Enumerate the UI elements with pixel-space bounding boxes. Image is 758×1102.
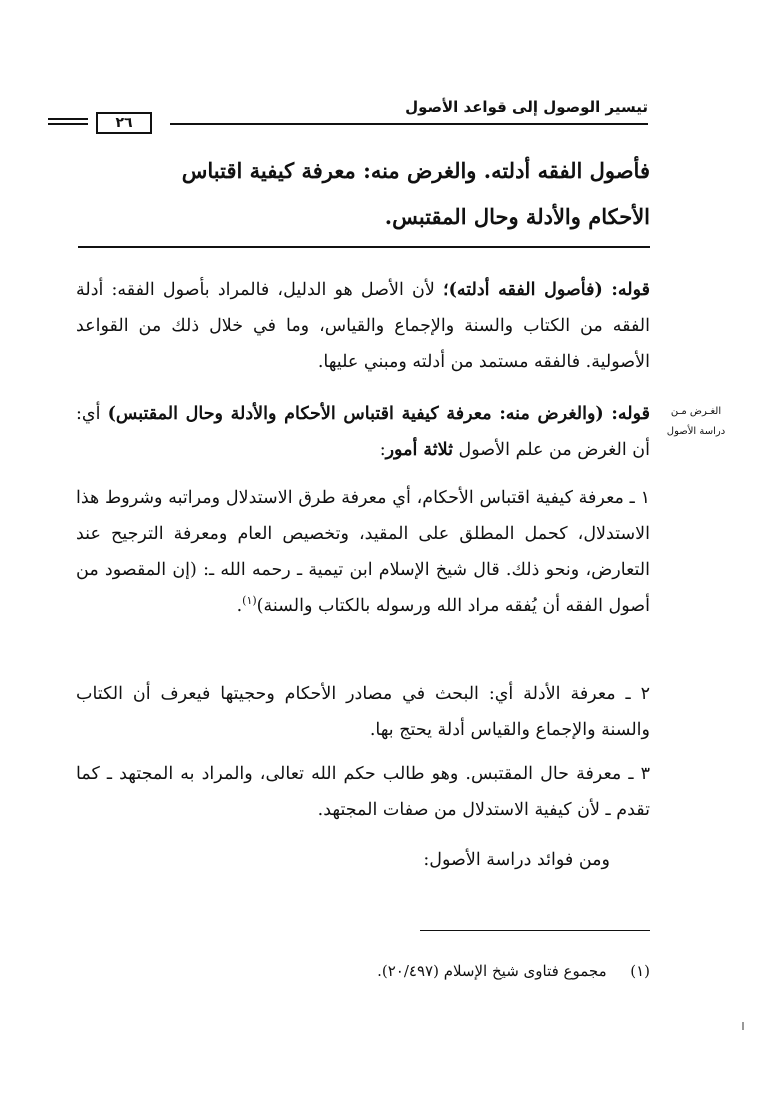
matn-divider bbox=[78, 246, 650, 248]
footnote-text: مجموع فتاوى شيخ الإسلام (٢٠/٤٩٧). bbox=[377, 962, 607, 980]
scan-mark bbox=[742, 1022, 744, 1030]
footnote-divider bbox=[420, 930, 650, 931]
paragraph-text: لأن الأصل هو الدليل، فالمراد بأصول الفقه: أدلة الفقه من الكتاب والسنة والإجماع والقياس، وما في خلال ذلك من القواعد الأصولية. فالفقه مستمد من أدلته ومبني عليها. bbox=[76, 280, 650, 372]
footnote-number: (١) bbox=[630, 962, 650, 980]
header-ornament-bars bbox=[48, 118, 88, 128]
running-header bbox=[78, 96, 648, 136]
header-rule bbox=[170, 123, 648, 125]
footnote-reference[interactable]: (١) bbox=[242, 594, 257, 608]
header-title: تيسير الوصول إلى قواعد الأصول bbox=[405, 98, 648, 116]
list-item-text: ٣ ـ معرفة حال المقتبس. وهو طالب حكم الله تعالى، والمراد به المجتهد ـ كما تقدم ـ لأن كيفية الاستدلال من صفات المجتهد. bbox=[76, 764, 650, 820]
page-number: ٢٦ bbox=[96, 112, 152, 134]
matn-line-2: الأحكام والأدلة وحال المقتبس. bbox=[384, 204, 650, 229]
closing-text: ومن فوائد دراسة الأصول: bbox=[423, 850, 610, 870]
paragraph-commentary-1 bbox=[76, 272, 650, 380]
list-item-1 bbox=[76, 480, 650, 624]
paragraph-text: أي: أن الغرض من علم الأصول bbox=[76, 404, 650, 460]
matn-text bbox=[78, 148, 650, 240]
paragraph-commentary-2 bbox=[76, 396, 650, 468]
paragraph-lead: قوله: (والغرض منه: معرفة كيفية اقتباس الأحكام والأدلة وحال المقتبس) bbox=[107, 404, 650, 424]
matn-line-1: فأصول الفقه أدلته. والغرض منه: معرفة كيفية اقتباس bbox=[181, 158, 650, 183]
list-item-2 bbox=[76, 676, 650, 748]
paragraph-tail: : bbox=[379, 440, 386, 460]
list-item-3 bbox=[76, 756, 650, 828]
closing-line bbox=[76, 842, 650, 878]
list-item-tail: . bbox=[236, 596, 243, 616]
margin-heading-line-1: الغـرض مـن bbox=[670, 406, 722, 417]
list-item-text: ١ ـ معرفة كيفية اقتباس الأحكام، أي معرفة طرق الاستدلال ومراتبه وشروط هذا الاستدلال، كحمل المطلق على المقيد، وتخصيص العام ومعرفة الترجيح عند التعارض، ونحو ذلك. قال شيخ الإسلام ابن تيمية ـ رحمه الله ـ: (إن المقصود من أصول الفقه أن يُفقه مراد الله ورسوله بالكتاب والسنة) bbox=[76, 488, 650, 616]
list-item-text: ٢ ـ معرفة الأدلة أي: البحث في مصادر الأحكام وحجيتها فيعرف أن الكتاب والسنة والإجماع والقياس أدلة يحتج بها. bbox=[76, 684, 650, 740]
footnote bbox=[300, 958, 650, 984]
margin-heading-line-2: دراسة الأصول bbox=[666, 426, 726, 437]
paragraph-lead: قوله: (فأصول الفقه أدلته)؛ bbox=[443, 280, 650, 300]
paragraph-emphasis: ثلاثة أمور bbox=[385, 440, 453, 460]
margin-heading bbox=[654, 402, 738, 442]
